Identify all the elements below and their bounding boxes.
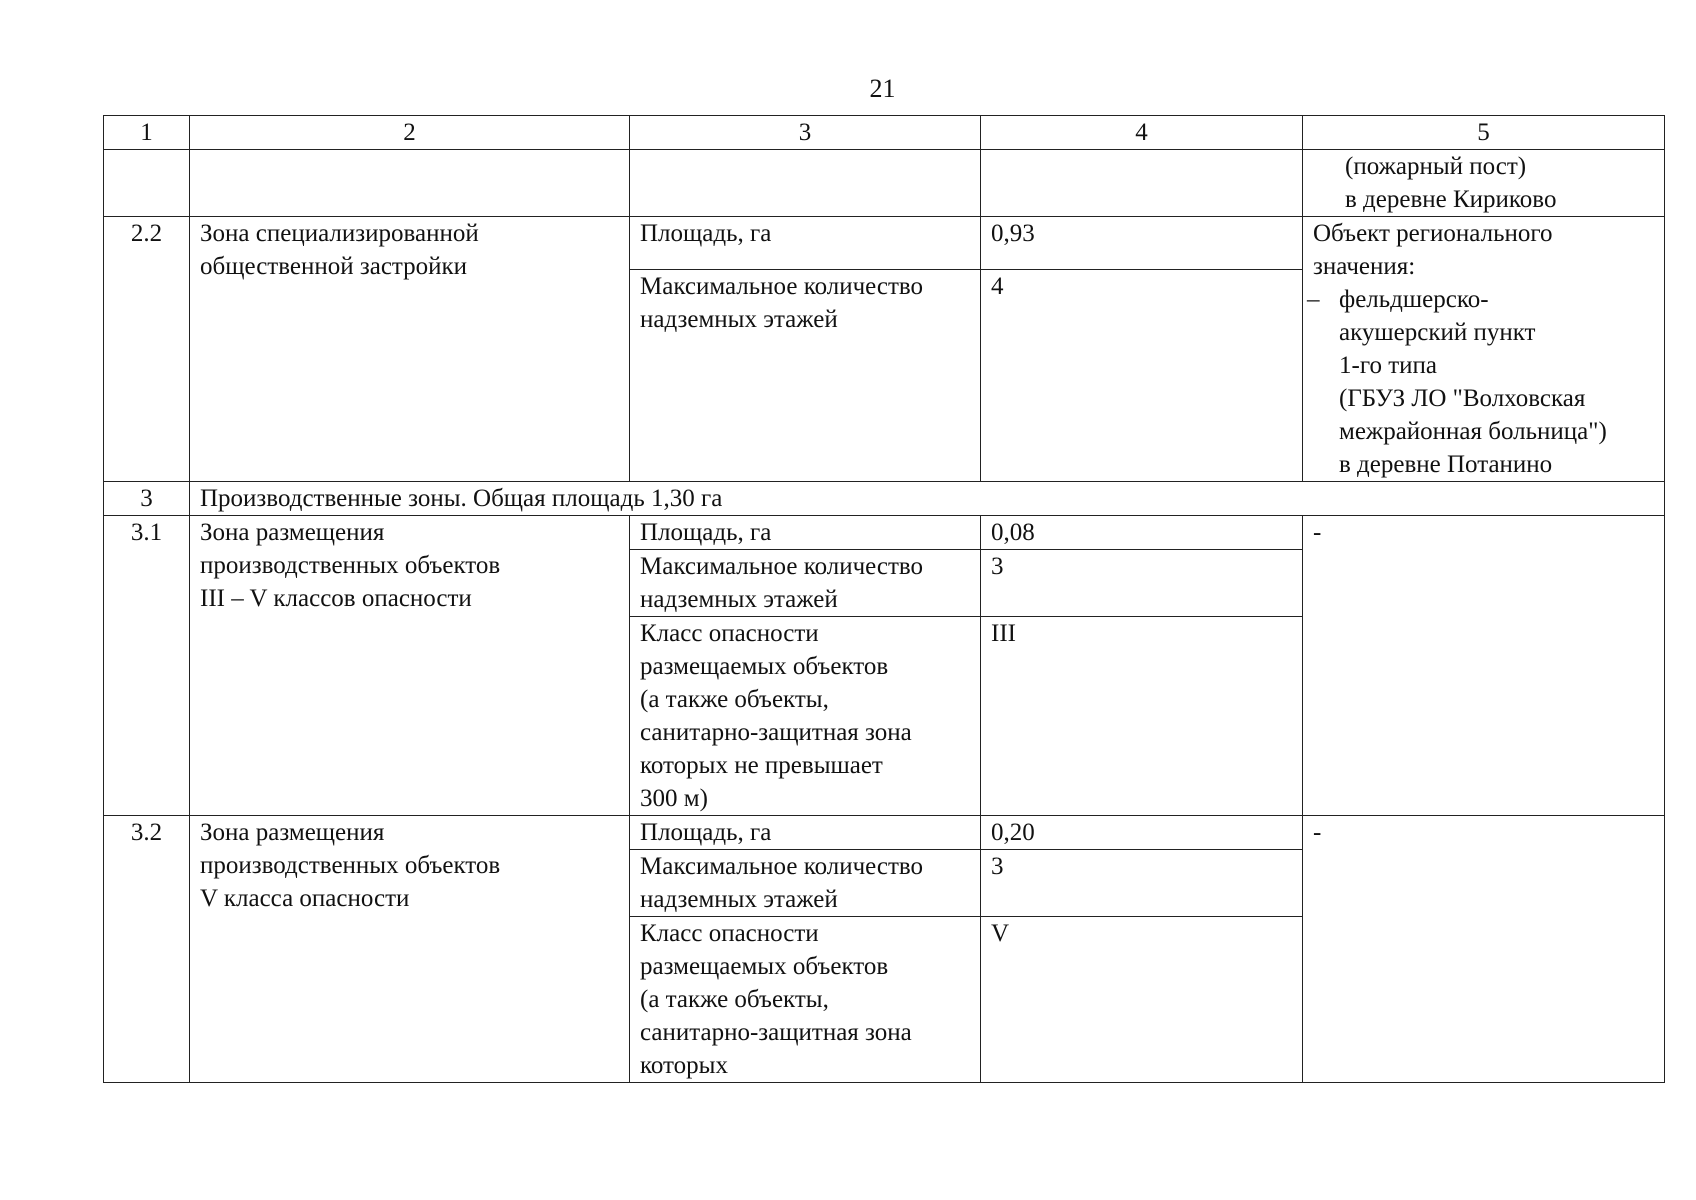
param-line: Площадь, га (640, 519, 772, 546)
zone-cell (190, 150, 630, 217)
note-cell: - (1303, 816, 1665, 1083)
zone-line: производственных объектов (200, 552, 501, 579)
param-value-cell (981, 150, 1303, 217)
note-bullet-item (1307, 283, 1654, 481)
note-line: в деревне Потанино (1339, 451, 1553, 478)
param-line: надземных этажей (640, 306, 838, 333)
note-line: (ГБУЗ ЛО "Волховская (1339, 385, 1586, 412)
zone-line: производственных объектов (200, 852, 501, 879)
param-name-cell (630, 617, 981, 816)
param-line: Максимальное количество (640, 853, 924, 880)
param-name-cell (630, 917, 981, 1083)
page-number: 21 (869, 74, 896, 103)
param-name-cell (630, 516, 981, 550)
note-line: в деревне Кириково (1345, 186, 1557, 213)
param-line: Площадь, га (640, 819, 772, 846)
param-line: (а также объекты, (640, 686, 829, 713)
param-value-cell: 0,08 (981, 516, 1303, 550)
number-cell: 2.2 (104, 217, 190, 482)
param-line: (а также объекты, (640, 986, 829, 1013)
note-line: фельдшерско- (1339, 286, 1489, 313)
header-cell: 2 (190, 116, 630, 150)
note-line: Объект регионального (1313, 220, 1553, 247)
param-name-cell (630, 816, 981, 850)
zones-table (103, 115, 1665, 1083)
note-cell: - (1303, 516, 1665, 816)
param-line: 300 м) (640, 785, 708, 812)
param-value-cell: 3 (981, 550, 1303, 617)
param-line: Класс опасности (640, 920, 819, 947)
param-value-cell: 0,93 (981, 217, 1303, 270)
header-cell: 1 (104, 116, 190, 150)
param-name-cell (630, 270, 981, 482)
param-name-cell (630, 550, 981, 617)
param-value-cell: III (981, 617, 1303, 816)
table-row (104, 150, 1665, 217)
zone-cell (190, 816, 630, 1083)
note-line: значения: (1313, 253, 1416, 280)
zone-line: общественной застройки (200, 253, 468, 280)
param-line: Максимальное количество (640, 553, 924, 580)
param-value-cell: 4 (981, 270, 1303, 482)
param-line: размещаемых объектов (640, 653, 889, 680)
param-line: которых (640, 1052, 728, 1079)
param-value-cell: V (981, 917, 1303, 1083)
number-cell: 3 (104, 482, 190, 516)
header-cell: 5 (1303, 116, 1665, 150)
zone-line: Зона специализированной (200, 220, 479, 247)
number-cell: 3.1 (104, 516, 190, 816)
bullet-text (1339, 283, 1654, 481)
zone-line: Зона размещения (200, 819, 385, 846)
section-row (104, 482, 1665, 516)
number-cell: 3.2 (104, 816, 190, 1083)
note-cell (1303, 150, 1665, 217)
param-line: санитарно-защитная зона (640, 1019, 912, 1046)
param-line: Класс опасности (640, 620, 819, 647)
param-line: Площадь, га (640, 220, 772, 247)
param-value-cell: 3 (981, 850, 1303, 917)
table-header-row (104, 116, 1665, 150)
note-line: 1-го типа (1339, 352, 1437, 379)
zone-cell (190, 217, 630, 482)
header-cell: 3 (630, 116, 981, 150)
note-line: акушерский пункт (1339, 319, 1536, 346)
zone-cell (190, 516, 630, 816)
bullet-dash: – (1307, 286, 1320, 313)
table-row (104, 516, 1665, 550)
param-line: Максимальное количество (640, 273, 924, 300)
param-line: надземных этажей (640, 886, 838, 913)
table-row (104, 217, 1665, 270)
param-line: санитарно-защитная зона (640, 719, 912, 746)
number-cell (104, 150, 190, 217)
note-line: межрайонная больница") (1339, 418, 1607, 445)
param-line: надземных этажей (640, 586, 838, 613)
header-cell: 4 (981, 116, 1303, 150)
section-title-cell: Производственные зоны. Общая площадь 1,30 га (190, 482, 1665, 516)
param-name-cell (630, 217, 981, 270)
param-line: которых не превышает (640, 752, 883, 779)
param-value-cell: 0,20 (981, 816, 1303, 850)
note-cell (1303, 217, 1665, 482)
param-line: размещаемых объектов (640, 953, 889, 980)
param-name-cell (630, 150, 981, 217)
zone-line: V класса опасности (200, 885, 410, 912)
param-name-cell (630, 850, 981, 917)
zone-line: Зона размещения (200, 519, 385, 546)
table-row (104, 816, 1665, 850)
note-line: (пожарный пост) (1345, 153, 1527, 180)
zone-line: III – V классов опасности (200, 585, 472, 612)
